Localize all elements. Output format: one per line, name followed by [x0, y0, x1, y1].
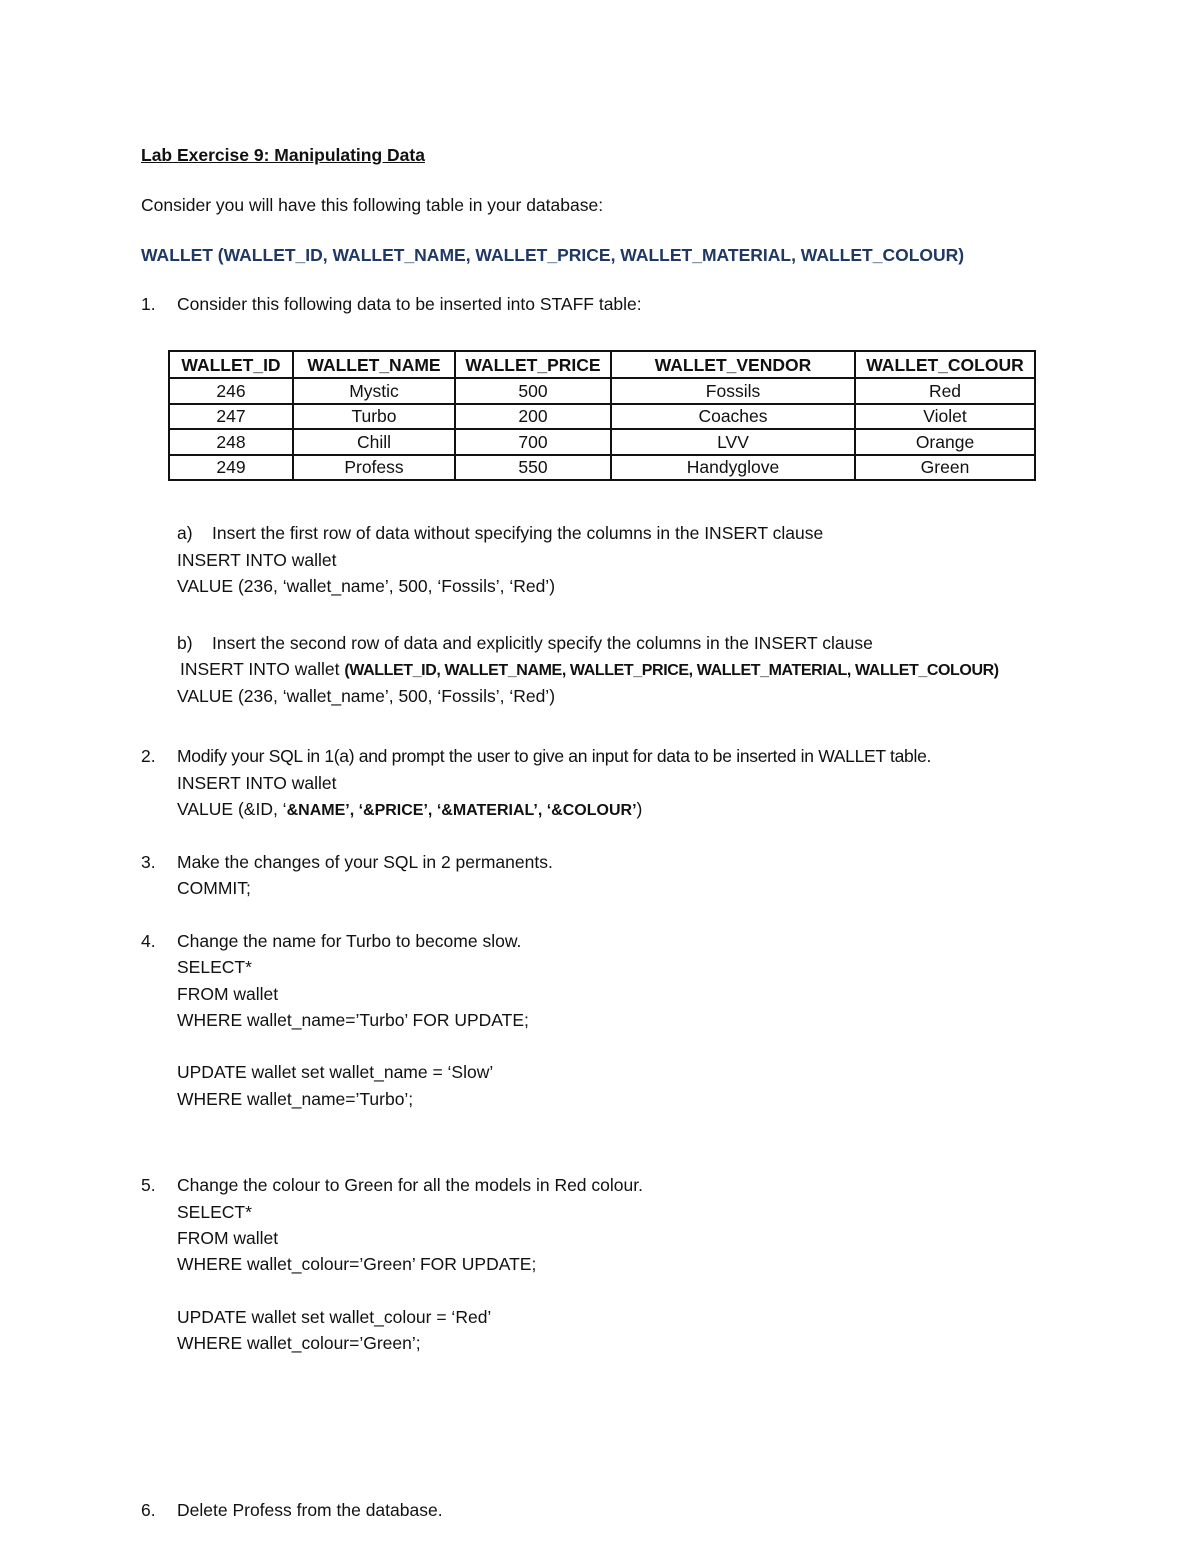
question-6-text: Delete Profess from the database.: [177, 1500, 443, 1520]
table-header-cell: WALLET_ID: [169, 351, 293, 378]
subquestion-1b-label: b): [177, 633, 193, 653]
table-cell: 246: [169, 378, 293, 404]
code-line: VALUE (236, ‘wallet_name’, 500, ‘Fossils’, ‘Red’): [177, 576, 556, 596]
question-3-number: 3.: [141, 852, 156, 872]
table-header-row: [169, 351, 1035, 378]
table-cell: 248: [169, 429, 293, 455]
code-line: COMMIT;: [177, 878, 251, 898]
code-line: INSERT INTO wallet: [177, 550, 337, 570]
code-text: ): [636, 799, 643, 819]
subquestion-1a: [177, 522, 823, 544]
table-row: [169, 429, 1035, 455]
code-line: FROM wallet: [177, 1228, 279, 1248]
table-cell: 249: [169, 455, 293, 481]
code-line: [180, 658, 999, 682]
table-header-cell: WALLET_PRICE: [455, 351, 611, 378]
table-cell: 550: [455, 455, 611, 481]
question-5-number: 5.: [141, 1175, 156, 1195]
question-1-number: 1.: [141, 294, 156, 314]
table-cell: Violet: [855, 404, 1035, 430]
table-cell: Handyglove: [611, 455, 855, 481]
question-5-text: Change the colour to Green for all the models in Red colour.: [177, 1175, 643, 1195]
table-row: [169, 455, 1035, 481]
question-1: [141, 293, 642, 315]
table-cell: Orange: [855, 429, 1035, 455]
table-header-cell: WALLET_COLOUR: [855, 351, 1035, 378]
subquestion-1a-text: Insert the first row of data without specifying the columns in the INSERT clause: [212, 523, 824, 543]
subquestion-1b-text: Insert the second row of data and explicitly specify the columns in the INSERT clause: [212, 633, 873, 653]
code-line: UPDATE wallet set wallet_colour = ‘Red’: [177, 1307, 492, 1327]
page-title: Lab Exercise 9: Manipulating Data: [141, 145, 425, 165]
question-4: [141, 930, 521, 952]
table-cell: Chill: [293, 429, 455, 455]
code-line: WHERE wallet_name=’Turbo’;: [177, 1089, 414, 1109]
question-2-number: 2.: [141, 746, 156, 766]
code-line: WHERE wallet_name=’Turbo’ FOR UPDATE;: [177, 1010, 529, 1030]
table-cell: Red: [855, 378, 1035, 404]
code-text: VALUE (&ID, ‘: [177, 799, 287, 819]
question-1-text: Consider this following data to be inserted into STAFF table:: [177, 294, 642, 314]
table-cell: Profess: [293, 455, 455, 481]
table-cell: Fossils: [611, 378, 855, 404]
table-cell: 500: [455, 378, 611, 404]
code-line: INSERT INTO wallet: [177, 773, 337, 793]
question-3: [141, 851, 553, 873]
question-5: [141, 1174, 643, 1196]
question-2-text: Modify your SQL in 1(a) and prompt the user to give an input for data to be inserted in WALLET table.: [177, 746, 932, 766]
wallet-data-table: [168, 350, 1036, 481]
code-line: [177, 798, 642, 822]
table-header-cell: WALLET_NAME: [293, 351, 455, 378]
table-header-cell: WALLET_VENDOR: [611, 351, 855, 378]
table-cell: 247: [169, 404, 293, 430]
question-2: [141, 745, 931, 767]
subquestion-1b: [177, 632, 873, 654]
table-cell: Green: [855, 455, 1035, 481]
code-line: WHERE wallet_colour=’Green’ FOR UPDATE;: [177, 1254, 537, 1274]
question-4-number: 4.: [141, 931, 156, 951]
table-cell: Coaches: [611, 404, 855, 430]
table-cell: 200: [455, 404, 611, 430]
table-row: [169, 404, 1035, 430]
question-6-number: 6.: [141, 1500, 156, 1520]
code-line: FROM wallet: [177, 984, 279, 1004]
code-line: UPDATE wallet set wallet_name = ‘Slow’: [177, 1062, 494, 1082]
table-cell: LVV: [611, 429, 855, 455]
code-line: WHERE wallet_colour=’Green’;: [177, 1333, 421, 1353]
question-3-text: Make the changes of your SQL in 2 permanents.: [177, 852, 553, 872]
question-4-text: Change the name for Turbo to become slow.: [177, 931, 522, 951]
code-text: INSERT INTO wallet: [180, 659, 345, 679]
code-line: SELECT*: [177, 957, 252, 977]
code-text-bold: (WALLET_ID, WALLET_NAME, WALLET_PRICE, WALLET_MATERIAL, WALLET_COLOUR): [344, 662, 999, 679]
code-line: SELECT*: [177, 1202, 252, 1222]
subquestion-1a-label: a): [177, 523, 193, 543]
table-cell: Turbo: [293, 404, 455, 430]
table-cell: 700: [455, 429, 611, 455]
intro-text: Consider you will have this following table in your database:: [141, 195, 604, 215]
table-row: [169, 378, 1035, 404]
code-line: VALUE (236, ‘wallet_name’, 500, ‘Fossils’, ‘Red’): [177, 686, 556, 706]
schema-definition: WALLET (WALLET_ID, WALLET_NAME, WALLET_PRICE, WALLET_MATERIAL, WALLET_COLOUR): [141, 245, 965, 265]
table-cell: Mystic: [293, 378, 455, 404]
code-text-bold: &NAME’, ‘&PRICE’, ‘&MATERIAL’, ‘&COLOUR’: [286, 802, 637, 819]
question-6: [141, 1499, 443, 1521]
